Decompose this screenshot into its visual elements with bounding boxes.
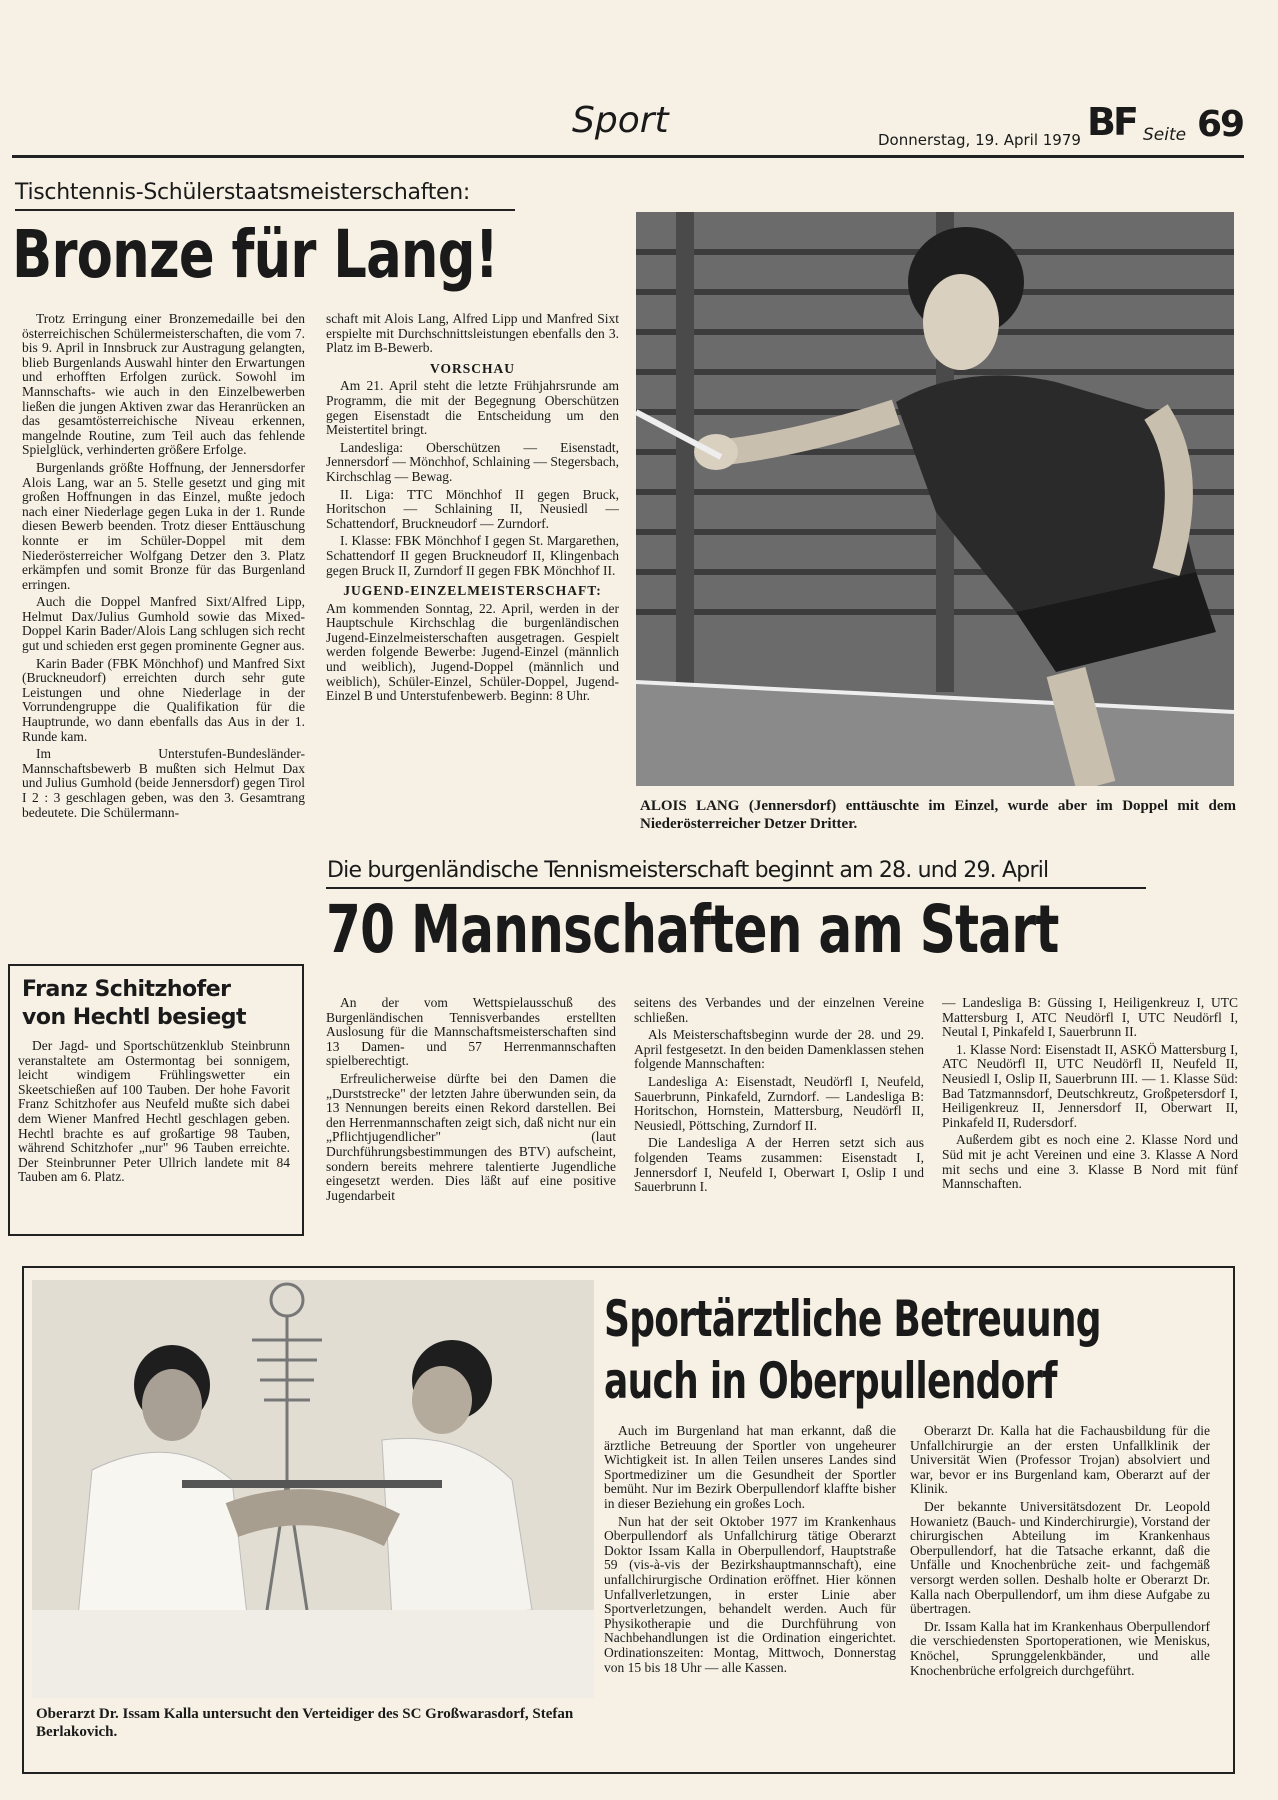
- article2-col1: [326, 996, 616, 1228]
- paragraph: Auch im Burgenland hat man erkannt, daß die ärztliche Betreuung der Sportler von ungeheurer Wichtigkeit ist. In allen Teilen unseres Landes sind Sportmediziner um die Gesundheit der Sportler bemüht. Nur im Bezirk Oberpullendorf klaffte bisher in dieser Beziehung ein großes Loch.: [604, 1424, 896, 1511]
- paragraph: Die Landesliga A der Herren setzt sich aus folgenden Teams zusammen: Eisenstadt I, Jennersdorf I, Neufeld I, Oberwart I, Oslip I und Sauerbrunn I.: [634, 1135, 924, 1195]
- article1-kicker: Tischtennis-Schülerstaatsmeisterschaften:: [15, 180, 471, 205]
- photo1-caption: ALOIS LANG (Jennersdorf) enttäuschte im Einzel, wurde aber im Doppel mit dem Niederösterreicher Detzer Dritter.: [640, 798, 1236, 832]
- paragraph: Karin Bader (FBK Mönchhof) und Manfred Sixt (Bruckneudorf) erreichten durch sehr gute Leistungen und ohne Niederlage in der Vorrundengruppe die Qualifikation für die Hauptrunde, wo dann ebenfalls das Aus in der 1. Runde kam.: [22, 655, 305, 744]
- paragraph: Burgenlands größte Hoffnung, der Jennersdorfer Alois Lang, war an 5. Stelle gesetzt und ging mit großen Hoffnungen in das Einzel, mußte jedoch nach einer Niederlage gegen Luka in der 1. Runde diesen Bewerb beenden. Trotz dieser Enttäuschung konnte er im Schüler-Doppel mit dem Niederösterreicher Wolfgang Detzer den 3. Platz erkämpfen und somit Bronze für das Burgenland erringen.: [22, 459, 305, 592]
- paragraph: Außerdem gibt es noch eine 2. Klasse Nord und Süd mit je acht Vereinen und eine 3. Klasse A Nord mit sechs und eine 3. Klasse B Nord mit fünf Mannschaften.: [942, 1132, 1238, 1192]
- article3-col1: [604, 1424, 896, 1764]
- paragraph: Der Jagd- und Sportschützenklub Steinbrunn veranstaltete am Ostermontag bei sonnigem, leicht windigem Frühlingswetter ein Skeetschießen auf 100 Tauben. Der hohe Favorit Franz Schitzhofer aus Neufeld mußte sich dabei dem Wiener Manfred Hechtl geschlagen geben. Hechtl brachte es auf großartige 98 Tauben, während Schitzhofer „nur" 96 Tauben erreichte. Der Steinbrunner Peter Ullrich landete mit 84 Tauben am 6. Platz.: [18, 1039, 290, 1185]
- newspaper-logo: BF: [1087, 100, 1136, 144]
- jugend-heading: JUGEND-EINZELMEISTERSCHAFT:: [343, 583, 602, 599]
- section-title: Sport: [572, 100, 669, 141]
- paragraph: Auch die Doppel Manfred Sixt/Alfred Lipp, Helmut Dax/Julius Gumhold sowie das Mixed-Doppel Karin Bader/Alois Lang schlugen sich recht gut und schieden erst gegen prominente Gegner aus.: [22, 594, 305, 654]
- box-text: [18, 1039, 290, 1234]
- article1-col1: [22, 312, 305, 950]
- paragraph: Der bekannte Universitätsdozent Dr. Leopold Howanietz (Bauch- und Kinderchirurgie), Vorstand der chirurgischen Abteilung im Krankenhaus Oberpullendorf, hat die Tatsache erkannt, daß die Unfälle und Knochenbrüche zeit- und fachgemäß versorgt werden sollen. Deshalb holte er Oberarzt Dr. Kalla nach Oberpullendorf, um ihm diese Aufgabe zu übertragen.: [910, 1498, 1210, 1617]
- issue-date: Donnerstag, 19. April 1979: [878, 131, 1081, 149]
- paragraph: II. Liga: TTC Mönchhof II gegen Bruck, Horitschon — Schlaining II, Neusiedl — Schattendorf, Bruckneudorf — Zurndorf.: [326, 486, 619, 531]
- table-tennis-illustration: [636, 212, 1234, 786]
- photo2-caption: Oberarzt Dr. Issam Kalla untersucht den Verteidiger des SC Großwarasdorf, Stefan Berlakovich.: [36, 1706, 574, 1740]
- paragraph: I. Klasse: FBK Mönchhof I gegen St. Margarethen, Schattendorf II gegen Bruckneudorf II, Klingenbach gegen Bruck II, Zurndorf II gegen FBK Mönchhof II.: [326, 533, 619, 578]
- article3-headline-line2: auch in Oberpullendorf: [604, 1352, 1057, 1410]
- paragraph: Landesliga: Oberschützen — Eisenstadt, Jennersdorf — Mönchhof, Schlaining — Stegersbach, Kirchschlag — Bewag.: [326, 439, 619, 484]
- paragraph: Landesliga A: Eisenstadt, Neudörfl I, Neufeld, Sauerbrunn, Pinkafeld, Zurndorf. — Landesliga B: Horitschon, Hornstein, Mattersburg, Neudörfl II, Neusiedl, Pöttsching, Zurndorf II.: [634, 1073, 924, 1133]
- article2-kicker: Die burgenländische Tennismeisterschaft beginnt am 28. und 29. April: [327, 858, 1049, 883]
- doctor-illustration: [32, 1280, 594, 1698]
- kicker2-underline: [326, 887, 1146, 889]
- paragraph: Als Meisterschaftsbeginn wurde der 28. und 29. April festgesetzt. In den beiden Damenklassen stehen folgende Mannschaften:: [634, 1027, 924, 1072]
- kicker-underline: [15, 209, 515, 211]
- paragraph: Am kommenden Sonntag, 22. April, werden in der Hauptschule Kirchschlag die burgenländischen Jugend-Einzelmeisterschaften ausgetragen. Gespielt werden folgende Bewerbe: Jugend-Einzel (männlich und weiblich), Jugend-Doppel (männlich und weiblich), Schüler-Einzel, Schüler-Doppel, Jugend-Einzel B und Unterstufenbewerb. Beginn: 8 Uhr.: [326, 600, 619, 704]
- paragraph: Dr. Issam Kalla hat im Krankenhaus Oberpullendorf die verschiedensten Sportoperationen, wie Meniskus, Knöchel, Sprunggelenkbänder, und alle Knochenbrüche erfolgreich durchgeführt.: [910, 1618, 1210, 1678]
- paragraph: — Landesliga B: Güssing I, Heiligenkreuz I, UTC Mattersburg I, ATC Neudörfl I, UTC Neudörfl I, Neutal I, Pinkafeld I, Sauerbrunn II.: [942, 996, 1238, 1040]
- doctor-photo: [32, 1280, 594, 1698]
- article1-headline: Bronze für Lang!: [12, 216, 498, 293]
- article2-headline: 70 Mannschaften am Start: [326, 891, 1059, 968]
- paragraph: seitens des Verbandes und der einzelnen Vereine schließen.: [634, 996, 924, 1025]
- paragraph: Nun hat der seit Oktober 1977 im Krankenhaus Oberpullendorf als Unfallchirurg tätige Oberarzt Doktor Issam Kalla in Oberpullendorf, Hauptstraße 59 (vis-à-vis der Bezirkshauptmannschaft), eine unfallchirurgische Ordination eröffnet. Hier können Unfallverletzungen, in erster Linie aber Sportverletzungen, behandelt werden. Auch für Physikotherapie und die Durchführung von Nachbehandlungen ist die Ordination eingerichtet. Ordinationszeiten: Montag, Mittwoch, Donnerstag von 15 bis 18 Uhr — alle Kassen.: [604, 1513, 896, 1675]
- paragraph: Im Unterstufen-Bundesländer-Mannschaftsbewerb B mußten sich Helmut Dax und Julius Gumhold (beide Jennersdorf) gegen Tirol I 2 : 3 geschlagen geben, was den 3. Gesamtrang bedeutete. Die Schülermann-: [22, 746, 305, 820]
- paragraph: schaft mit Alois Lang, Alfred Lipp und Manfred Sixt erspielte mit Durchschnittsleistungen ebenfalls den 3. Platz im B-Bewerb.: [326, 312, 619, 356]
- paragraph: Trotz Erringung einer Bronzemedaille bei den österreichischen Schülermeisterschaften, die vom 7. bis 9. April in Innsbruck zur Austragung gelangten, blieb Burgenlands Auswahl hinter den Erwartungen und erhofften Erfolgen zurück. Sowohl im Mannschafts- wie auch in den Einzelbewerben ließen die jungen Aktiven zwar das Heranrücken an das gesamtösterreichische Niveau erkennen, mangelnde Routine, zum Teil auch das fehlende Spielglück, verhinderten größere Erfolge.: [22, 312, 305, 458]
- table-tennis-photo: [636, 212, 1234, 786]
- vorschau-heading: VORSCHAU: [430, 360, 515, 376]
- article2-col2: [634, 996, 924, 1228]
- box-title-line1: Franz Schitzhofer: [22, 977, 231, 1002]
- article3-col2: [910, 1424, 1210, 1764]
- paragraph: Oberarzt Dr. Kalla hat die Fachausbildung für die Unfallchirurgie an der ersten Unfallklinik der Universität Wien (Professor Trojan) absolviert und war, bevor er ins Burgenland kam, Oberarzt auf der Klinik.: [910, 1424, 1210, 1497]
- paragraph: An der vom Wettspielausschuß des Burgenländischen Tennisverbandes erstellten Auslosung für die Mannschaftsmeisterschaften sind 13 Damen- und 57 Herrenmannschaften spielberechtigt.: [326, 996, 616, 1069]
- paragraph: Erfreulicherweise dürfte bei den Damen die „Durststrecke" der letzten Jahre überwunden sein, da 13 Nennungen bereits einen Rekord darstellen. Bei den Herrenmannschaften zeigt sich, daß nicht nur ein „Pflichtjugendlicher" (laut Durchführungsbestimmungen des BTV) aufscheint, sondern bereits mehrere talentierte Jugendliche eingesetzt werden. Dies läßt auf eine positive Jugendarbeit: [326, 1070, 616, 1203]
- header-rule: [12, 155, 1244, 158]
- article3-headline-line1: Sportärztliche Betreuung: [604, 1290, 1101, 1348]
- box-title-line2: von Hechtl besiegt: [22, 1005, 247, 1030]
- article1-col2: [326, 312, 619, 834]
- page-number: 69: [1197, 104, 1244, 145]
- paragraph: 1. Klasse Nord: Eisenstadt II, ASKÖ Mattersburg I, ATC Neudörfl II, UTC Neudörfl II, Neufeld II, Neusiedl I, Oslip II, Sauerbrunn III. — 1. Klasse Süd: Bad Tatzmannsdorf, Deutschkreutz, Großpetersdorf I, Heiligenkreuz II, Jennersdorf II, Oberwart II, Pinkafeld II, Rudersdorf.: [942, 1041, 1238, 1130]
- page-label: Seite: [1143, 125, 1187, 145]
- paragraph: Am 21. April steht die letzte Frühjahrsrunde am Programm, die mit der Begegnung Oberschützen gegen Eisenstadt die Entscheidung um den Meistertitel bringt.: [326, 378, 619, 438]
- article2-col3: [942, 996, 1238, 1228]
